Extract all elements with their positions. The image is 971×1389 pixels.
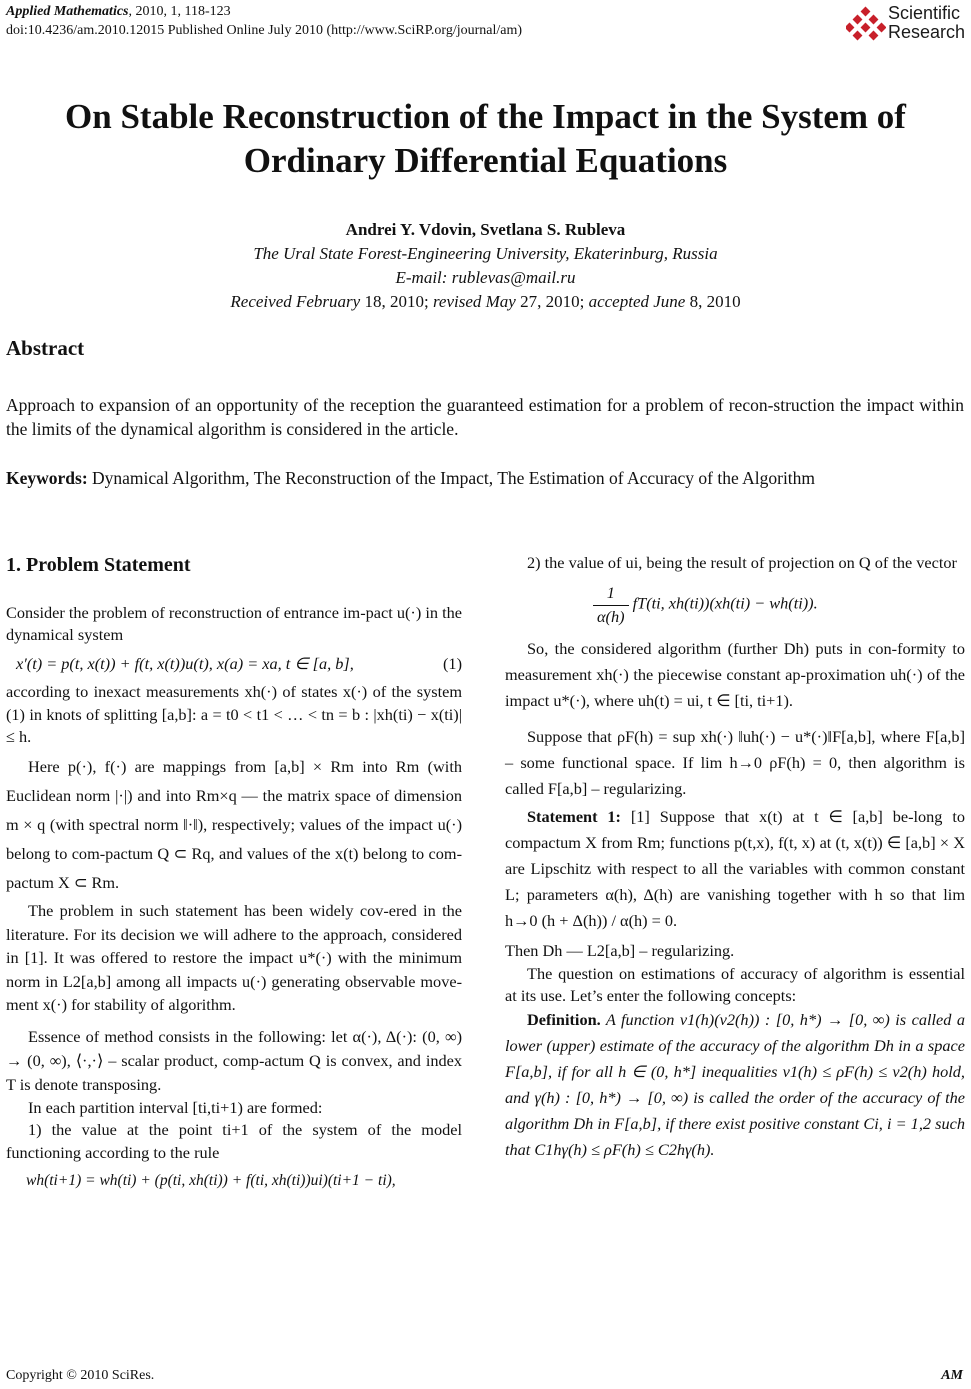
right-paragraph: Then Dh — L2[a,b] – regularizing. bbox=[505, 941, 735, 961]
keywords bbox=[6, 466, 964, 490]
authors: Andrei Y. Vdovin, Svetlana S. Rubleva bbox=[345, 220, 626, 239]
definition-label: Definition. bbox=[527, 1010, 601, 1030]
section-heading: 1. Problem Statement bbox=[6, 554, 191, 576]
right-paragraph: Suppose that ρF(h) = sup xh(·) ‖uh(·) − u*(·)‖F[a,b], where F[a,b] – some functional space. If lim h→0 ρF(h) = 0, then algorithm is called F[a,b] – regularizing. bbox=[505, 727, 965, 799]
definition bbox=[505, 1007, 965, 1163]
footer-copyright: Copyright © 2010 SciRes. bbox=[6, 1368, 155, 1383]
left-paragraph: Essence of method consists in the following: let α(·), Δ(·): (0, ∞) → (0, ∞), ⟨·,·⟩ – scalar product, comp-actum Q is convex, and index T is denote transposing. bbox=[6, 1026, 462, 1094]
title-line-2: Ordinary Differential Equations bbox=[243, 141, 728, 180]
equation-2: wh(ti+1) = wh(ti) + (p(ti, xh(ti)) + f(ti, xh(ti))ui)(ti+1 − ti), bbox=[26, 1172, 396, 1190]
keywords-label: Keywords: bbox=[6, 468, 88, 488]
email-label: E-mail bbox=[395, 268, 442, 287]
revised-label: revised May bbox=[432, 292, 516, 311]
equation-3 bbox=[593, 582, 965, 628]
definition-text: A function v1(h)(v2(h)) : [0, h*) → [0, ∞) is called a lower (upper) estimate of the accuracy of the algorithm Dh in a space F[a,b], if for all h ∈ (0, h*] inequalities v1(h) ≤ ρF(h) ≤ v2(h) hold, and γ(h) : [0, h*) → [0, ∞) is called the order of the accuracy of the algorithm Dh in F[a,b], if there exist positive constant Ci, i = 1,2 such that C1hγ(h) ≤ ρF(h) ≤ C2hγ(h). bbox=[505, 1010, 965, 1160]
abstract-heading: Abstract bbox=[6, 336, 85, 360]
equation-3-numerator: 1 bbox=[593, 582, 629, 605]
keywords-text: Dynamical Algorithm, The Reconstruction of the Impact, The Estimation of Accuracy of the Algorithm bbox=[87, 468, 816, 488]
statement-1 bbox=[505, 804, 965, 934]
paper-title bbox=[0, 95, 971, 183]
equation-3-denominator: α(h) bbox=[597, 606, 625, 626]
equation-1-number: (1) bbox=[443, 653, 462, 673]
right-column bbox=[505, 552, 965, 1163]
dates-line bbox=[0, 290, 971, 314]
left-paragraph: 1) the value at the point ti+1 of the system of the model functioning according to the rule bbox=[6, 1120, 462, 1162]
left-paragraph: Consider the problem of reconstruction of entrance im-pact u(·) in the dynamical system bbox=[6, 603, 462, 645]
email-address: : rublevas@mail.ru bbox=[441, 268, 576, 287]
doi-line: doi:10.4236/am.2010.12015 Published Online July 2010 (http://www.SciRP.org/journal/am) bbox=[6, 23, 523, 38]
received-date: 18, 2010; bbox=[360, 292, 433, 311]
received-label: Received February bbox=[230, 292, 361, 311]
email-line bbox=[0, 266, 971, 290]
logo-mark-icon bbox=[846, 6, 886, 46]
logo-text-line2: Research bbox=[888, 22, 966, 42]
right-paragraph: 2) the value of ui, being the result of projection on Q of the vector bbox=[527, 553, 957, 572]
abstract-text: Approach to expansion of an opportunity of the reception the guaranteed estimation for a problem of recon-struction the impact within the limits of the dynamical algorithm is considered in the article. bbox=[6, 395, 964, 439]
equation-3-fraction bbox=[593, 582, 629, 628]
right-paragraph: The question on estimations of accuracy of algorithm is essential at its use. Let’s enter the following concepts: bbox=[505, 963, 965, 1006]
accepted-date: 8, 2010 bbox=[685, 292, 741, 311]
running-header bbox=[6, 2, 522, 40]
left-paragraph: The problem in such statement has been widely cov-ered in the literature. For its decision we will adhere to the approach, considered in [1]. It was offered to restore the impact u*(·) with the minimum norm in L2[a,b] among all impacts u(·) generating observable move-ment x(·) for stability of algorithm. bbox=[6, 901, 462, 1015]
revised-date: 27, 2010; bbox=[515, 292, 589, 311]
right-paragraph: So, the considered algorithm (further Dh) puts in con-formity to measurement xh(·) the piecewise constant ap-proximation uh(·) of the impact u*(·), where uh(t) = ui, t ∈ [ti, ti+1). bbox=[505, 639, 965, 711]
left-column bbox=[6, 602, 462, 1193]
accepted-label: accepted June bbox=[588, 292, 686, 311]
journal-name: Applied Mathematics bbox=[6, 4, 129, 19]
statement-text: [1] Suppose that x(t) at t ∈ [a,b] be-long to compactum X from Rm; functions p(t,x), f(t, x) at (t, x(t)) ∈ [a,b] × X are Lipschitz with respect to all the variables with common constant L; parameters α(h), Δ(h) are vanishing together with h so that lim h→0 (h + Δ(h)) / α(h) = 0. bbox=[505, 807, 965, 931]
journal-citation: , 2010, 1, 118-123 bbox=[128, 4, 231, 19]
left-paragraph: according to inexact measurements xh(·) of states x(·) of the system (1) in knots of splitting [a,b]: a = t0 < t1 < … < tn = b : |xh(ti) − x(ti)| ≤ h. bbox=[6, 682, 462, 747]
title-line-1: On Stable Reconstruction of the Impact in the System of bbox=[65, 97, 906, 136]
logo-text-line1: Scientific bbox=[888, 3, 961, 23]
footer-journal: AM bbox=[941, 1368, 963, 1383]
equation-1 bbox=[16, 653, 462, 675]
equation-3-rest: fT(ti, xh(ti))(xh(ti) − wh(ti)). bbox=[632, 594, 818, 614]
left-paragraph: Here p(·), f(·) are mappings from [a,b] × Rm into Rm (with Euclidean norm |·|) and into Rm×q — the matrix space of dimension m × q (with spectral norm ‖·‖), respectively; values of the impact u(·) belong to com-pactum Q ⊂ Rq, and values of the x(t) belong to com-pactum X ⊂ Rm. bbox=[6, 757, 462, 893]
left-paragraph: In each partition interval [ti,ti+1) are formed: bbox=[28, 1097, 323, 1117]
affiliation: The Ural State Forest-Engineering University, Ekaterinburg, Russia bbox=[253, 244, 718, 263]
equation-1-body: x′(t) = p(t, x(t)) + f(t, x(t))u(t), x(a) = xa, t ∈ [a, b], bbox=[16, 653, 354, 673]
publisher-logo bbox=[846, 4, 970, 48]
statement-label: Statement 1: bbox=[527, 807, 621, 827]
